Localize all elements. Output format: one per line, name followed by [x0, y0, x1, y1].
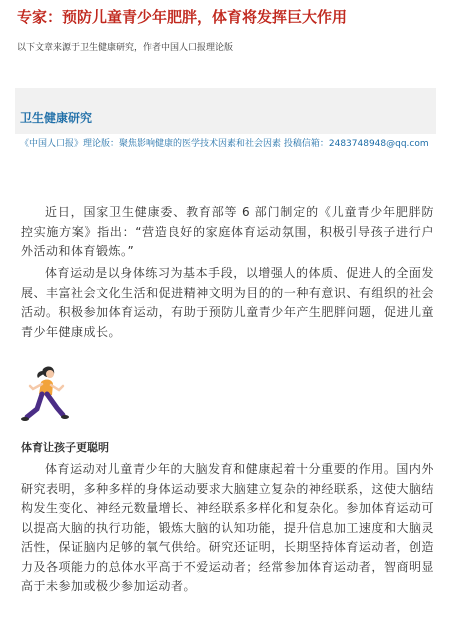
runner-illustration — [19, 365, 75, 431]
article-title: 专家：预防儿童青少年肥胖，体育将发挥巨大作用 — [17, 8, 348, 26]
runner-shoe-back — [21, 417, 29, 421]
runner-face — [46, 370, 54, 378]
body-paragraph-3: 体育运动对儿童青少年的大脑发育和健康起着十分重要的作用。国内外研究表明，多种多样的身体运动要求大脑建立复杂的神经联系，这使大脑结构发生变化、神经元数量增长、神经联系多样化和复杂化。参加体育运动可以提高大脑的执行功能，锻炼大脑的认知功能，提升信息加工速度和大脑灵活性，保证脑内足够的氧气供给。研究还证明，长期坚持体育运动者，创造力及各项能力的总体水平高于不爱运动者；经常参加体育运动者，智商明显高于未参加或极少参加运动者。 — [21, 462, 434, 593]
column-description: 《中国人口报》理论版：聚焦影响健康的医学技术因素和社会因素 投稿信箱：2483748948@qq.com — [20, 139, 429, 149]
runner-arm-front — [51, 385, 63, 390]
runner-leg-front — [47, 394, 63, 415]
runner-leg-back — [27, 394, 42, 417]
section-subheading: 体育让孩子更聪明 — [21, 441, 109, 454]
runner-shoe-front — [61, 415, 69, 419]
article-source-note: 以下文章来源于卫生健康研究，作者中国人口报理论版 — [17, 43, 234, 53]
runner-ponytail — [37, 371, 44, 378]
body-paragraph-2: 体育运动是以身体练习为基本手段，以增强人的体质、促进人的全面发展、丰富社会文化生活和促进精神文明为目的的一种有意识、有组织的社会活动。积极参加体育运动，有助于预防儿童青少年产生肥胖问题，促进儿童青少年健康成长。 — [21, 266, 434, 339]
column-card[interactable] — [15, 88, 436, 134]
column-name-link[interactable]: 卫生健康研究 — [20, 111, 93, 125]
body-paragraph-1: 近日，国家卫生健康委、教育部等 6 部门制定的《儿童青少年肥胖防控实施方案》指出：“营造良好的家庭体育运动氛围，积极引导孩子进行户外活动和体育锻炼。” — [21, 205, 434, 258]
